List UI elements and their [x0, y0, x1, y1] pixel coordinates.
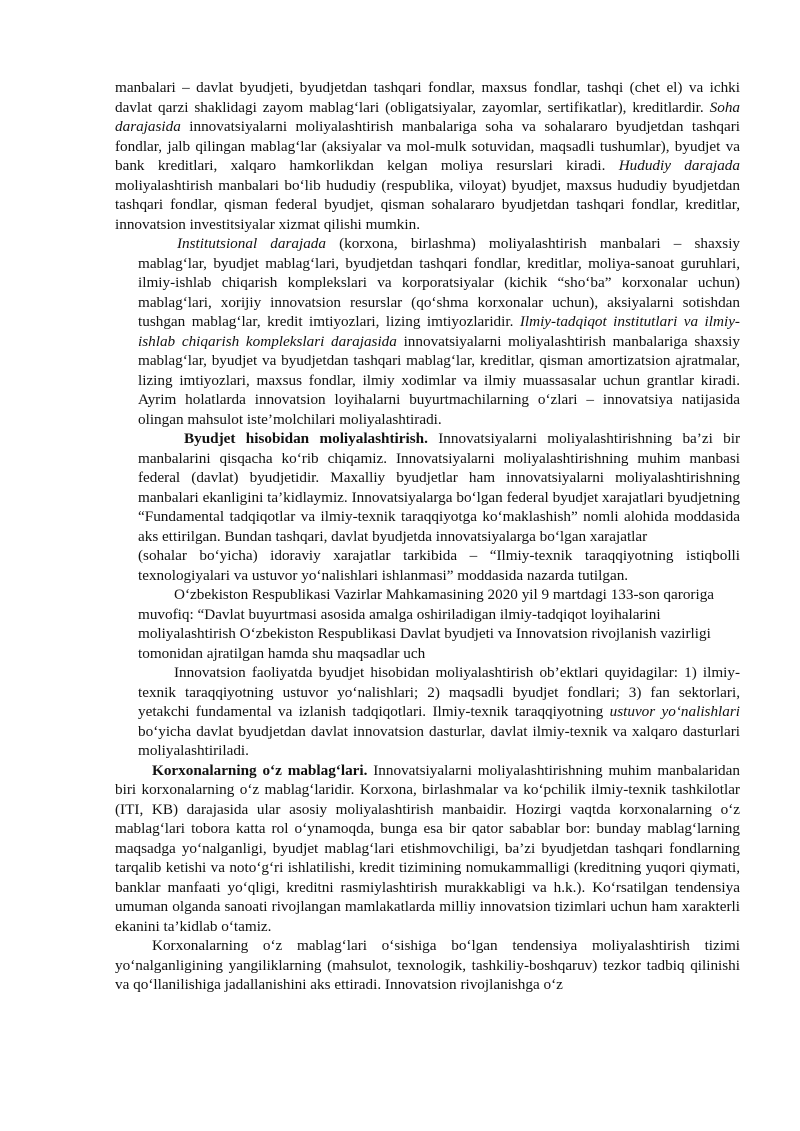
paragraph-departmental-expenses: (sohalar bo‘yicha) idoraviy xarajatlar tarkibida – “Ilmiy-texnik taraqqiyotning istiqbolli texnologiyalari va ustuvor yo‘nalishlari ishlanmasi” moddasida nazarda tutilgan. — [138, 547, 740, 584]
paragraph-budget-funding: Byudjet hisobidan moliyalashtirish. Innovatsiyalarni moliyalashtirishning ba’zi bir manbalarini qisqacha ko‘rib chiqamiz. Innovatsiyalarni moliyalashtirishning muhim manbasi federal (davlat) byudjetidir. Maxalliy byudjetlar ham innovatsiyalarni moliyalashtirishning manbalari ekanligini ta’kidlaymiz. Innovatsiyalarga bo‘lgan federal byudjet xarajatlari byudjetning “Fundamental tadqiqotlar va ilmiy-texnik taraqqiyotga ko‘maklashish” nomli alohida moddasida aks ettirilgan. Bundan tashqari, davlat byudjetda innovatsiyalarga bo‘lgan xarajatlar — [138, 430, 741, 545]
paragraph-funding-levels: manbalari – davlat byudjeti, byudjetdan tashqari fondlar, maxsus fondlar, tashqi (chet el) va ichki davlat qarzi shaklidagi zayom mablag‘lari (obligatsiyalar, zayomlar, sertifikatlar), kreditlardir. Soha darajasida innovatsiyalarni moliyalashtirish manbalariga soha va sohalararo byudjetdan tashqari fondlar, jalb qilingan mablag‘lar (aksiyalar va mol-mulk sotuvidan, maqsadli tushumlar), byudjet va bank kreditlari, xalqaro hamkorlikdan kelgan moliya resurslari kiradi. Hududiy darajada moliyalashtirish manbalari bo‘lib hududiy (respublika, viloyat) byudjet, maxsus hududiy byudjetdan tashqari fondlar, qisman federal byudjet, qisman sohalararo byudjetdan tashqari fondlar, kreditlar, innovatsion investitsiyalar xizmat qilishi mumkin. — [115, 79, 740, 233]
paragraph-cabinet-resolution: O‘zbekiston Respublikasi Vazirlar Mahkamasining 2020 yil 9 martdagi 133-son qaroriga muvofiq: “Davlat buyurtmasi asosida amalga oshiriladigan ilmiy-tadqiqot loyihalarini moliyalashtirish O‘zbekiston Respublikasi Davlat byudjeti va Innovatsion rivojlanish vazirligi tomonidan ajratilgan hamda shu maqsadlar uch — [138, 586, 715, 662]
paragraph-own-funds: Korxonalarning o‘z mablag‘lari. Innovatsiyalarni moliyalashtirishning muhim manbalaridan biri korxonalarning o‘z mablag‘laridir. Korxona, birlashmalar va ko‘pchilik ilmiy-texnik tashkilotlar (ITI, KB) darajasida ular asosiy moliyalashtirish manbaidir. Hozirgi vaqtda korxonalarning o‘z mablag‘lari tobora katta rol o‘ynamoqda, bunga esa bir qator sabablar bor: bunday mablag‘larning maqsadga yo‘nalganligi, byudjet mablag‘lari etishmovchiligi, ba’zi byudjetdan tashqari fondlarning tarqalib ketishi va noto‘g‘ri ishlatilishi, kredit tizimining nomukammalligi (kreditning yuqori qiymati, banklar manfaati yo‘qligi, kreditni rasmiylashtirish murakkabligi va h.k.). Ko‘rsatilgan tendensiya umuman olganda sanoati rivojlangan mamlakatlarda milliy innovatsion tizimlari uchun ham xarakterli ekanini ta’kidlab o‘tamiz. — [115, 761, 740, 935]
paragraph-institutional-level: Institutsional darajada (korxona, birlashma) moliyalashtirish manbalari – shaxsiy mablag‘lar, byudjet mablag‘lari, byudjetdan tashqari fondlar, kreditlar, moliya-sanoat guruhlari, ilmiy-ishlab chiqarish komplekslari va korporatsiyalar (kichik “sho‘ba” korxonalar uchun) mablag‘lari, xorijiy innovatsion resurslar (qo‘shma korxonalar uchun), aksiyalarni sotishdan tushgan mablag‘lar, kredit imtiyozlari, lizing imtiyozlaridir. Ilmiy-tadqiqot institutlari va ilmiy-ishlab chiqarish komplekslari darajasida innovatsiyalarni moliyalashtirish manbalariga shaxsiy mablag‘lar, byudjet va byudjetdan tashqari mablag‘lar, kreditlar, qisman amortizatsion ajratmalar, lizing imtiyozlari, maxsus fondlar, ilmiy xodimlar va ilmiy muassasalar uchun grantlar kiradi. Ayrim holatlarda innovatsion loyihalarni buyurtmachilarning o‘zlari – innovatsiya natijasida olingan mahsulot iste’molchilari moliyalashtiradi. — [138, 235, 741, 428]
italic-term: Ilmiy-tadqiqot institutlari va ilmiy-ishlab chiqarish komplekslari darajasida — [138, 313, 740, 350]
paragraph-own-funds-trend: Korxonalarning o‘z mablag‘lari o‘sishiga bo‘lgan tendensiya moliyalashtirish tizimi yo‘nalganligining yangiliklarning (mahsulot, texnologik, tashkiliy-boshqaruv) tezkor tadbiq qilinishi va qo‘llanilishiga jadallanishini aks ettiradi. Innovatsion rivojlanishga o‘z — [115, 937, 740, 993]
paragraph-budget-objects: Innovatsion faoliyatda byudjet hisobidan moliyalashtirish ob’ektlari quyidagilar: 1) ilmiy-texnik taraqqiyotning ustuvor yo‘nalishlari; 2) maqsadli byudjet fondlari; 3) fan sektorlari, yetakchi fundamental va izlanish tadqiqotlari. Ilmiy-texnik taraqqiyotning ustuvor yo‘nalishlari bo‘yicha davlat byudjetdan davlat innovatsion dasturlar, davlat ilmiy-texnik va xalqaro dasturlari moliyalashtiriladi. — [138, 664, 740, 759]
document-body — [115, 78, 740, 995]
section-heading: Byudjet hisobidan moliyalashtirish. — [184, 430, 428, 447]
italic-term: ustuvor yo‘nalishlari — [609, 703, 740, 720]
italic-term: Soha darajasida — [115, 98, 740, 135]
section-heading: Korxonalarning o‘z mablag‘lari. — [152, 761, 368, 779]
italic-term: Hududiy darajada — [618, 157, 740, 174]
italic-term: Institutsional darajada — [177, 235, 326, 252]
